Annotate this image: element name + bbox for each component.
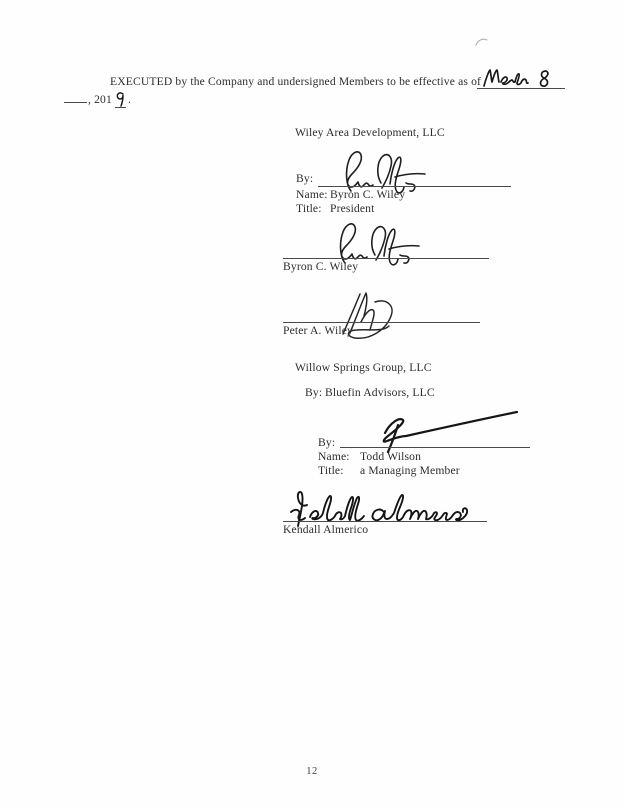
company2-signer-name: Todd Wilson [360, 450, 422, 463]
execution-statement-line1: EXECUTED by the Company and undersigned Members to be effective as of [110, 75, 482, 88]
handwritten-date [480, 67, 558, 91]
company2-signer-title: a Managing Member [360, 464, 460, 477]
company1-title-row [296, 202, 375, 215]
company2-by-label: By: [305, 386, 323, 399]
signer1-signature-line [283, 258, 489, 259]
day-blank-line [64, 92, 87, 103]
signer2-printed-name: Peter A. Wiley [283, 324, 354, 337]
company2-by-row [305, 386, 435, 399]
company1-name-label: Name: [296, 188, 328, 201]
company2-title-label: Title: [318, 464, 344, 477]
signer3-signature-line [283, 521, 487, 522]
execution-statement-line2 [64, 90, 131, 108]
company1-by-label: By: [296, 172, 314, 185]
company2-name: Willow Springs Group, LLC [295, 361, 432, 374]
company1-title-label: Title: [296, 202, 322, 215]
year-suffix-text: . [127, 93, 131, 106]
stray-mark-icon [474, 36, 490, 49]
company1-name-row [296, 188, 405, 201]
signer2-signature-line [283, 322, 480, 323]
signer1-printed-name: Byron C. Wiley [283, 260, 359, 273]
company1-signer-title: President [330, 202, 375, 215]
company2-signature-line [340, 447, 530, 448]
year-prefix-text: , 201 [88, 93, 112, 106]
company1-name: Wiley Area Development, LLC [295, 126, 445, 139]
signer3-printed-name: Kendall Almerico [283, 523, 369, 536]
company2-by-value: Bluefin Advisors, LLC [325, 386, 435, 399]
company1-signature-line [318, 186, 511, 187]
company2-name-label: Name: [318, 450, 350, 463]
company2-by2-label: By: [318, 436, 336, 449]
company2-title-row [318, 464, 460, 477]
company1-signer-name: Byron C. Wiley [330, 188, 406, 201]
handwritten-year-digit [115, 90, 126, 108]
company2-name-row [318, 450, 421, 463]
page-number: 12 [306, 766, 318, 777]
